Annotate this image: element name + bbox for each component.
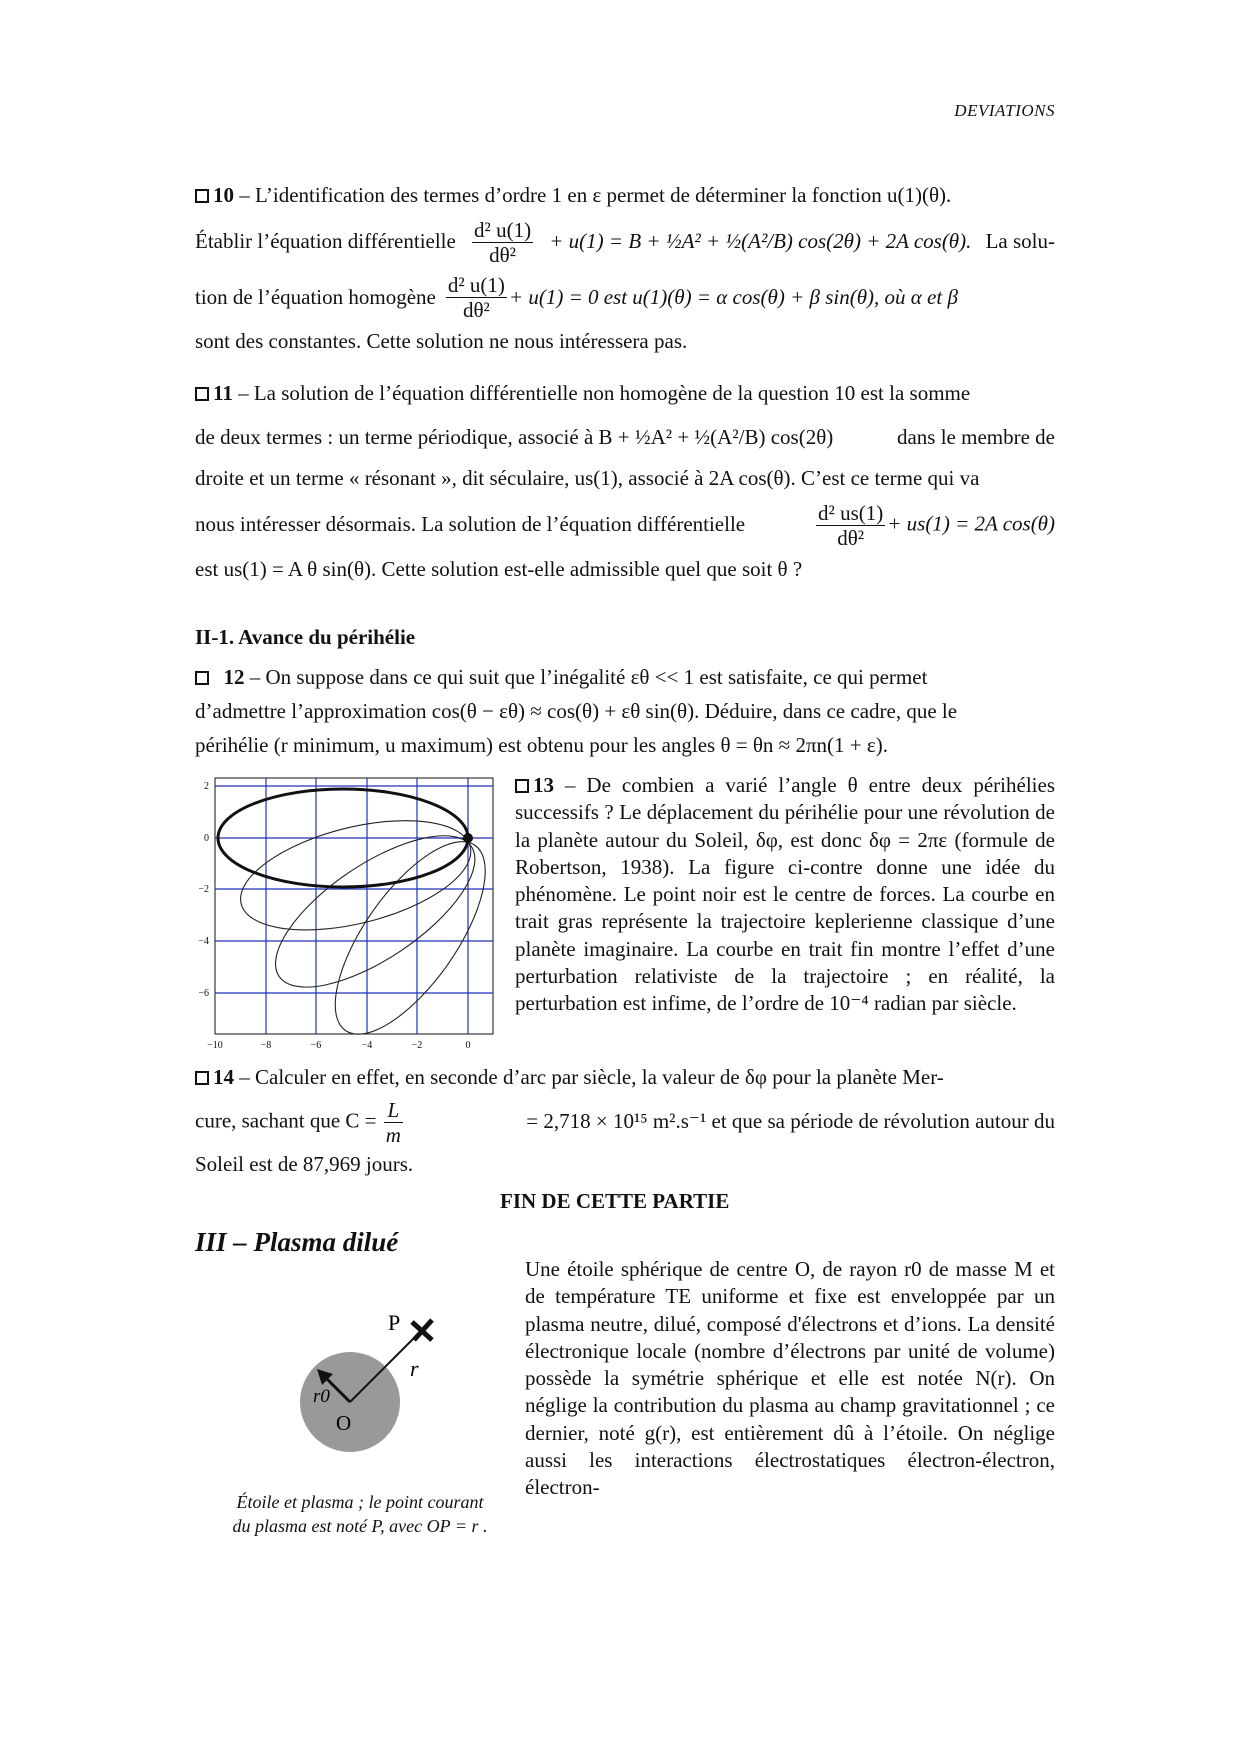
- q12-line3: périhélie (r minimum, u maximum) est obtenu pour les angles θ = θn ≈ 2πn(1 + ε).: [195, 733, 888, 758]
- label-P: P: [388, 1310, 401, 1335]
- y-tick: −2: [198, 884, 209, 895]
- q11-line2-end: dans le membre de: [896, 424, 1055, 449]
- checkbox-icon: [195, 1071, 209, 1085]
- plot-frame: [215, 778, 493, 1034]
- q11-line5: est us(1) = A θ sin(θ). Cette solution est-elle admissible quel que soit θ ?: [195, 556, 803, 581]
- q13-text: – De combien a varié l’angle θ entre deux périhélies successifs ? Le déplacement du périhélie pour une révolution de la planète autour du Soleil, δφ, est donc δφ = 2πε (formule de Robertson, 1938). La figure ci-contre donne une idée du phénomène. Le point noir est le centre de forces. La courbe en trait gras représente la trajectoire keplerienne classique d’une planète imaginaire. La courbe en trait fin montre l’effet d’une perturbation relativiste de la trajectoire ; en réalité, la perturbation est infime, de l’ordre de 10⁻⁴ radian par siècle.: [515, 773, 1055, 1016]
- question-13: [515, 772, 1055, 1018]
- x-tick: −8: [260, 1040, 272, 1051]
- x-tick: −4: [361, 1040, 373, 1051]
- y-tick: 2: [204, 781, 209, 792]
- q14-line1: – Calculer en effet, en seconde d’arc par siècle, la valeur de δφ pour la planète Mer-: [234, 1065, 944, 1089]
- fraction-d2u-homogeneous: $\frac{\text{d² u(1)}}{\text{dθ²}}$: [447, 272, 505, 322]
- part-title: III – Plasma dilué: [195, 1227, 399, 1257]
- q10-line2-end: La solu-: [985, 229, 1055, 254]
- x-tick: −10: [207, 1040, 223, 1051]
- q12-line1: – On suppose dans ce qui suit que l’inégalité εθ << 1 est satisfaite, ce qui permet: [244, 665, 928, 689]
- x-tick: −6: [310, 1040, 322, 1051]
- orbit-precession-figure: [185, 772, 503, 1056]
- label-O: O: [336, 1411, 352, 1435]
- q11-line2: de deux termes : un terme périodique, associé à B + ½A² + ½(A²/B) cos(2θ): [195, 424, 834, 449]
- q11-equation: + us(1) = 2A cos(θ): [887, 510, 1055, 535]
- y-tick: −4: [198, 936, 209, 947]
- fraction-d2u: $\frac{\text{d² u(1)}}{\text{dθ²}}$: [474, 217, 532, 267]
- q11-line3: droite et un terme « résonant », dit séculaire, us(1), associé à 2A cos(θ). C’est ce terme qui va: [195, 466, 980, 490]
- q11-line1: – La solution de l’équation différentielle non homogène de la question 10 est la somme: [232, 381, 971, 405]
- checkbox-icon: [195, 387, 209, 401]
- label-r: r: [410, 1356, 419, 1381]
- question-11: [195, 378, 1055, 585]
- question-14: [195, 1062, 1055, 1180]
- question-10: [195, 180, 1055, 358]
- q14-line2-end: = 2,718 × 10¹⁵ m².s⁻¹ et que sa période de révolution autour du: [526, 1109, 1055, 1134]
- q11-line4: nous intéresser désormais. La solution de l’équation différentielle: [195, 512, 746, 537]
- part3-intro-text: Une étoile sphérique de centre O, de rayon r0 de masse M et de température TE uniforme et fixe est enveloppée par un plasma neutre, dilué, composé d'électrons et d’ions. La densité électronique locale (nombre d’électrons par unité de volume) possède la symétrie sphérique et elle est notée N(r). On néglige la contribution du plasma au champ gravitationnel ; ce dernier, noté g(r), est entièrement dû à l’étoile. On néglige aussi les interactions électrostatiques électron-électron, électron-: [525, 1257, 1055, 1500]
- question-number: 10: [213, 183, 234, 207]
- q10-line4: sont des constantes. Cette solution ne nous intéressera pas.: [195, 329, 688, 354]
- x-tick: −2: [411, 1040, 423, 1051]
- running-header: DEVIATIONS: [954, 101, 1055, 120]
- q10-line3-text: tion de l’équation homogène: [195, 284, 436, 309]
- point-P-marker: [412, 1320, 432, 1340]
- question-number: 13: [533, 773, 554, 797]
- end-of-part: FIN DE CETTE PARTIE: [500, 1189, 730, 1213]
- checkbox-icon: [515, 779, 529, 793]
- q10-line2-text: Établir l’équation différentielle: [195, 229, 456, 254]
- q10-homogeneous-solution: + u(1) = 0 est u(1)(θ) = α cos(θ) + β sin(θ), où α et β: [508, 284, 958, 309]
- question-number: 12: [223, 665, 245, 689]
- figure-caption: [195, 1490, 525, 1539]
- q10-line1: – L’identification des termes d’ordre 1 en ε permet de déterminer la fonction u(1)(θ).: [234, 183, 952, 207]
- star-plasma-figure: [280, 1290, 480, 1460]
- label-r0: r0: [313, 1386, 330, 1407]
- force-center-dot: [463, 833, 473, 843]
- question-number: 11: [213, 381, 233, 405]
- fraction-d2us: $\frac{\text{d² us(1)}}{\text{dθ²}}$: [818, 500, 884, 550]
- x-tick: 0: [465, 1040, 471, 1051]
- section-title: II-1. Avance du périhélie: [195, 625, 416, 649]
- question-number: 14: [213, 1065, 234, 1089]
- question-12: [195, 660, 1055, 762]
- caption-line2: du plasma est noté P, avec OP = r .: [232, 1516, 488, 1537]
- caption-line1: Étoile et plasma ; le point courant: [236, 1492, 484, 1512]
- checkbox-icon: [195, 189, 209, 203]
- q14-line3: Soleil est de 87,969 jours.: [195, 1151, 414, 1176]
- q10-equation: + u(1) = B + ½A² + ½(A²/B) cos(2θ) + 2A cos(θ).: [549, 229, 972, 254]
- y-tick: 0: [204, 833, 209, 844]
- fraction-L-over-m: $\frac{L}{m}$: [385, 1097, 401, 1147]
- q14-line2-start: cure, sachant que C =: [195, 1107, 377, 1132]
- q12-line2: d’admettre l’approximation cos(θ − εθ) ≈ cos(θ) + εθ sin(θ). Déduire, dans ce cadre, que le: [195, 699, 958, 724]
- checkbox-icon: [195, 671, 209, 685]
- y-tick: −6: [198, 988, 209, 999]
